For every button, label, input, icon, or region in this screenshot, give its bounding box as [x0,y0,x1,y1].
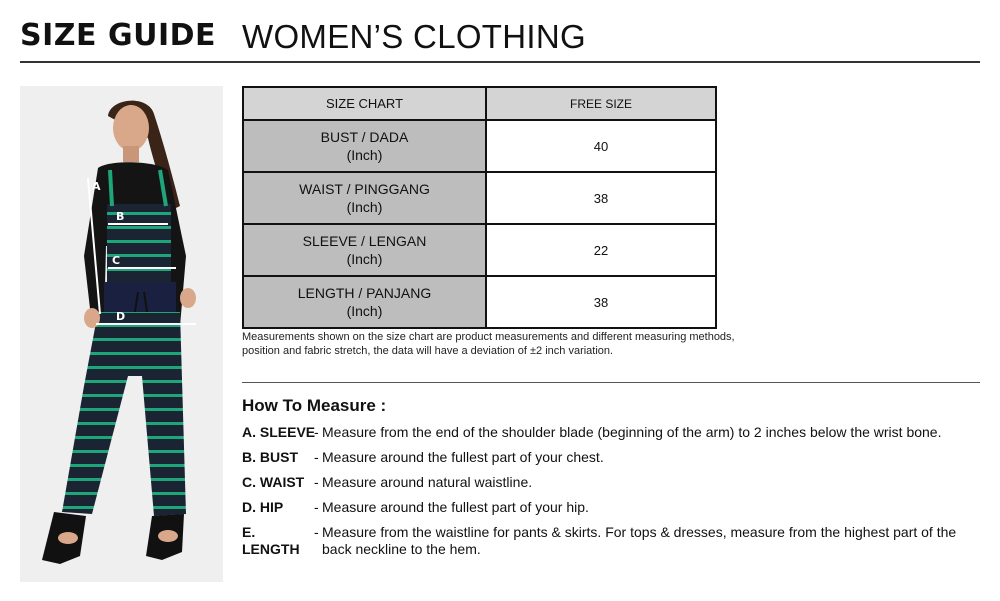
list-item [242,524,982,558]
marker-b: B [116,210,125,223]
row-label-name: SLEEVE / LENGAN [302,233,427,249]
list-item [242,449,982,466]
item-text: Measure from the waistline for pants & skirts. For tops & dresses, measure from the highest part of the back neckline to the hem. [322,524,957,557]
row-label [243,224,486,276]
row-value: 22 [486,224,716,276]
row-label-unit: (Inch) [346,147,383,163]
size-chart-header-row [243,87,716,120]
model-photo [20,86,223,582]
table-row [243,172,716,224]
page-title: SIZE GUIDE [20,18,217,53]
header-divider [20,61,980,63]
page-header [20,14,980,60]
item-key: E. LENGTH [242,524,300,557]
how-to-measure-title: How To Measure : [242,396,387,415]
size-chart-header-label: SIZE CHART [243,87,486,120]
page-subtitle: WOMEN’S CLOTHING [242,18,586,55]
row-label-name: BUST / DADA [320,129,409,145]
table-row [243,276,716,328]
item-text: Measure from the end of the shoulder blade (beginning of the arm) to 2 inches below the wrist bone. [322,424,942,440]
model-illustration [20,86,223,582]
table-row [243,120,716,172]
list-item [242,424,982,441]
row-label-name: WAIST / PINGGANG [299,181,430,197]
item-key: A. SLEEVE [242,424,316,440]
row-label-unit: (Inch) [346,251,383,267]
list-item [242,474,982,491]
marker-a: A [92,180,101,193]
item-dash: - [314,449,319,465]
row-label-unit: (Inch) [346,199,383,215]
marker-c: C [112,254,121,267]
size-chart-table [242,86,717,329]
item-text: Measure around natural waistline. [322,474,533,490]
item-text: Measure around the fullest part of your hip. [322,499,589,515]
item-dash: - [314,424,319,440]
row-value: 38 [486,172,716,224]
marker-d: D [116,310,126,323]
item-key: B. BUST [242,449,298,465]
measurement-note: Measurements shown on the size chart are product measurements and different measuring methods, position and fabric stretch, the data will have a deviation of ±2 inch variation. [242,331,735,357]
item-dash: - [314,474,319,490]
row-value: 40 [486,120,716,172]
item-dash: - [314,499,319,515]
item-key: D. HIP [242,499,284,515]
row-label [243,172,486,224]
row-value: 38 [486,276,716,328]
row-label [243,276,486,328]
row-label-name: LENGTH / PANJANG [297,285,432,301]
item-text: Measure around the fullest part of your chest. [322,449,604,465]
item-dash: - [314,524,319,540]
table-row [243,224,716,276]
item-key: C. WAIST [242,474,305,490]
row-label [243,120,486,172]
section-divider [242,382,980,383]
list-item [242,499,982,516]
how-to-measure-list [242,424,982,566]
size-chart-header-size: FREE SIZE [486,87,716,120]
row-label-unit: (Inch) [346,303,383,319]
